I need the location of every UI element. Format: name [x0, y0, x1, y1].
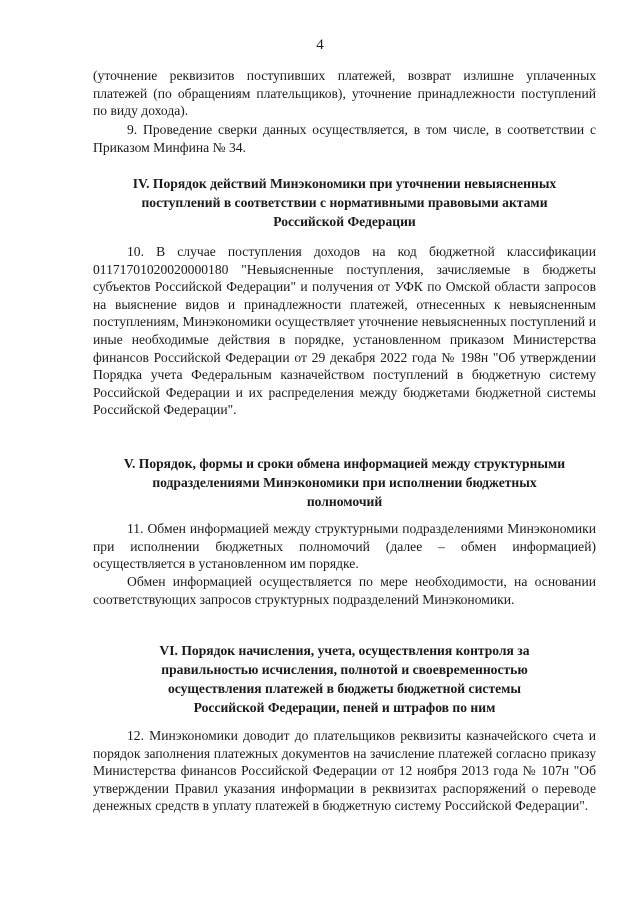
section-heading-6: VI. Порядок начисления, учета, осуществления контроля за правильностью исчисления, полнотой и своевременностью осуществления платежей в бюджеты бюджетной системы Российской Федерации, пеней и штрафов по ним — [159, 643, 530, 715]
section-heading-4: IV. Порядок действий Минэкономики при уточнении невыясненных поступлений в соответствии с нормативными правовыми актами Российской Федерации — [132, 176, 557, 229]
paragraph-12: 12. Минэкономики доводит до плательщиков реквизиты казначейского счета и порядок заполнения платежных документов на зачисление платежей согласно приказу Министерства финансов Российской Федерации от 12 ноября 2013 года № 107н "Об утверждении Правил указания информации в реквизитах распоряжений о переводе денежных средств в уплату платежей в бюджетную систему Российской Федерации". — [93, 728, 596, 814]
paragraph-9: 9. Проведение сверки данных осуществляется, в том числе, в соответствии с Приказом Минфина № 34. — [93, 122, 596, 155]
section-heading-5: V. Порядок, формы и сроки обмена информацией между структурными подразделениями Минэкономики при исполнении бюджетных полномочий — [123, 456, 566, 509]
paragraph-continuation: (уточнение реквизитов поступивших платежей, возврат излишне уплаченных платежей (по обращениям плательщиков), уточнение принадлежности поступлений по виду дохода). — [93, 68, 596, 119]
paragraph-10: 10. В случае поступления доходов на код бюджетной классификации 01171701020020000180 "Невыясненные поступления, зачисляемые в бюджеты субъектов Российской Федерации" и получения от УФК по Омской области запросов на выяснение видов и принадлежности платежей, отнесенных к невыясненным поступлениям, Минэкономики осуществляет уточнение невыясненных поступлений и иные необходимые действия в порядке, установленном приказом Министерства финансов Российской Федерации от 29 декабря 2022 года № 198н "Об утверждении Порядка учета Федеральным казначейством поступлений в бюджетную систему Российской Федерации и их распределения между бюджетами бюджетной системы Российской Федерации". — [93, 244, 596, 418]
paragraph-11-continued: Обмен информацией осуществляется по мере необходимости, на основании соответствующих запросов структурных подразделений Минэкономики. — [93, 574, 596, 607]
page-number: 4 — [316, 37, 324, 53]
paragraph-11: 11. Обмен информацией между структурными подразделениями Минэкономики при исполнении бюджетных полномочий (далее – обмен информацией) осуществляется в установленном им порядке. — [93, 521, 596, 572]
